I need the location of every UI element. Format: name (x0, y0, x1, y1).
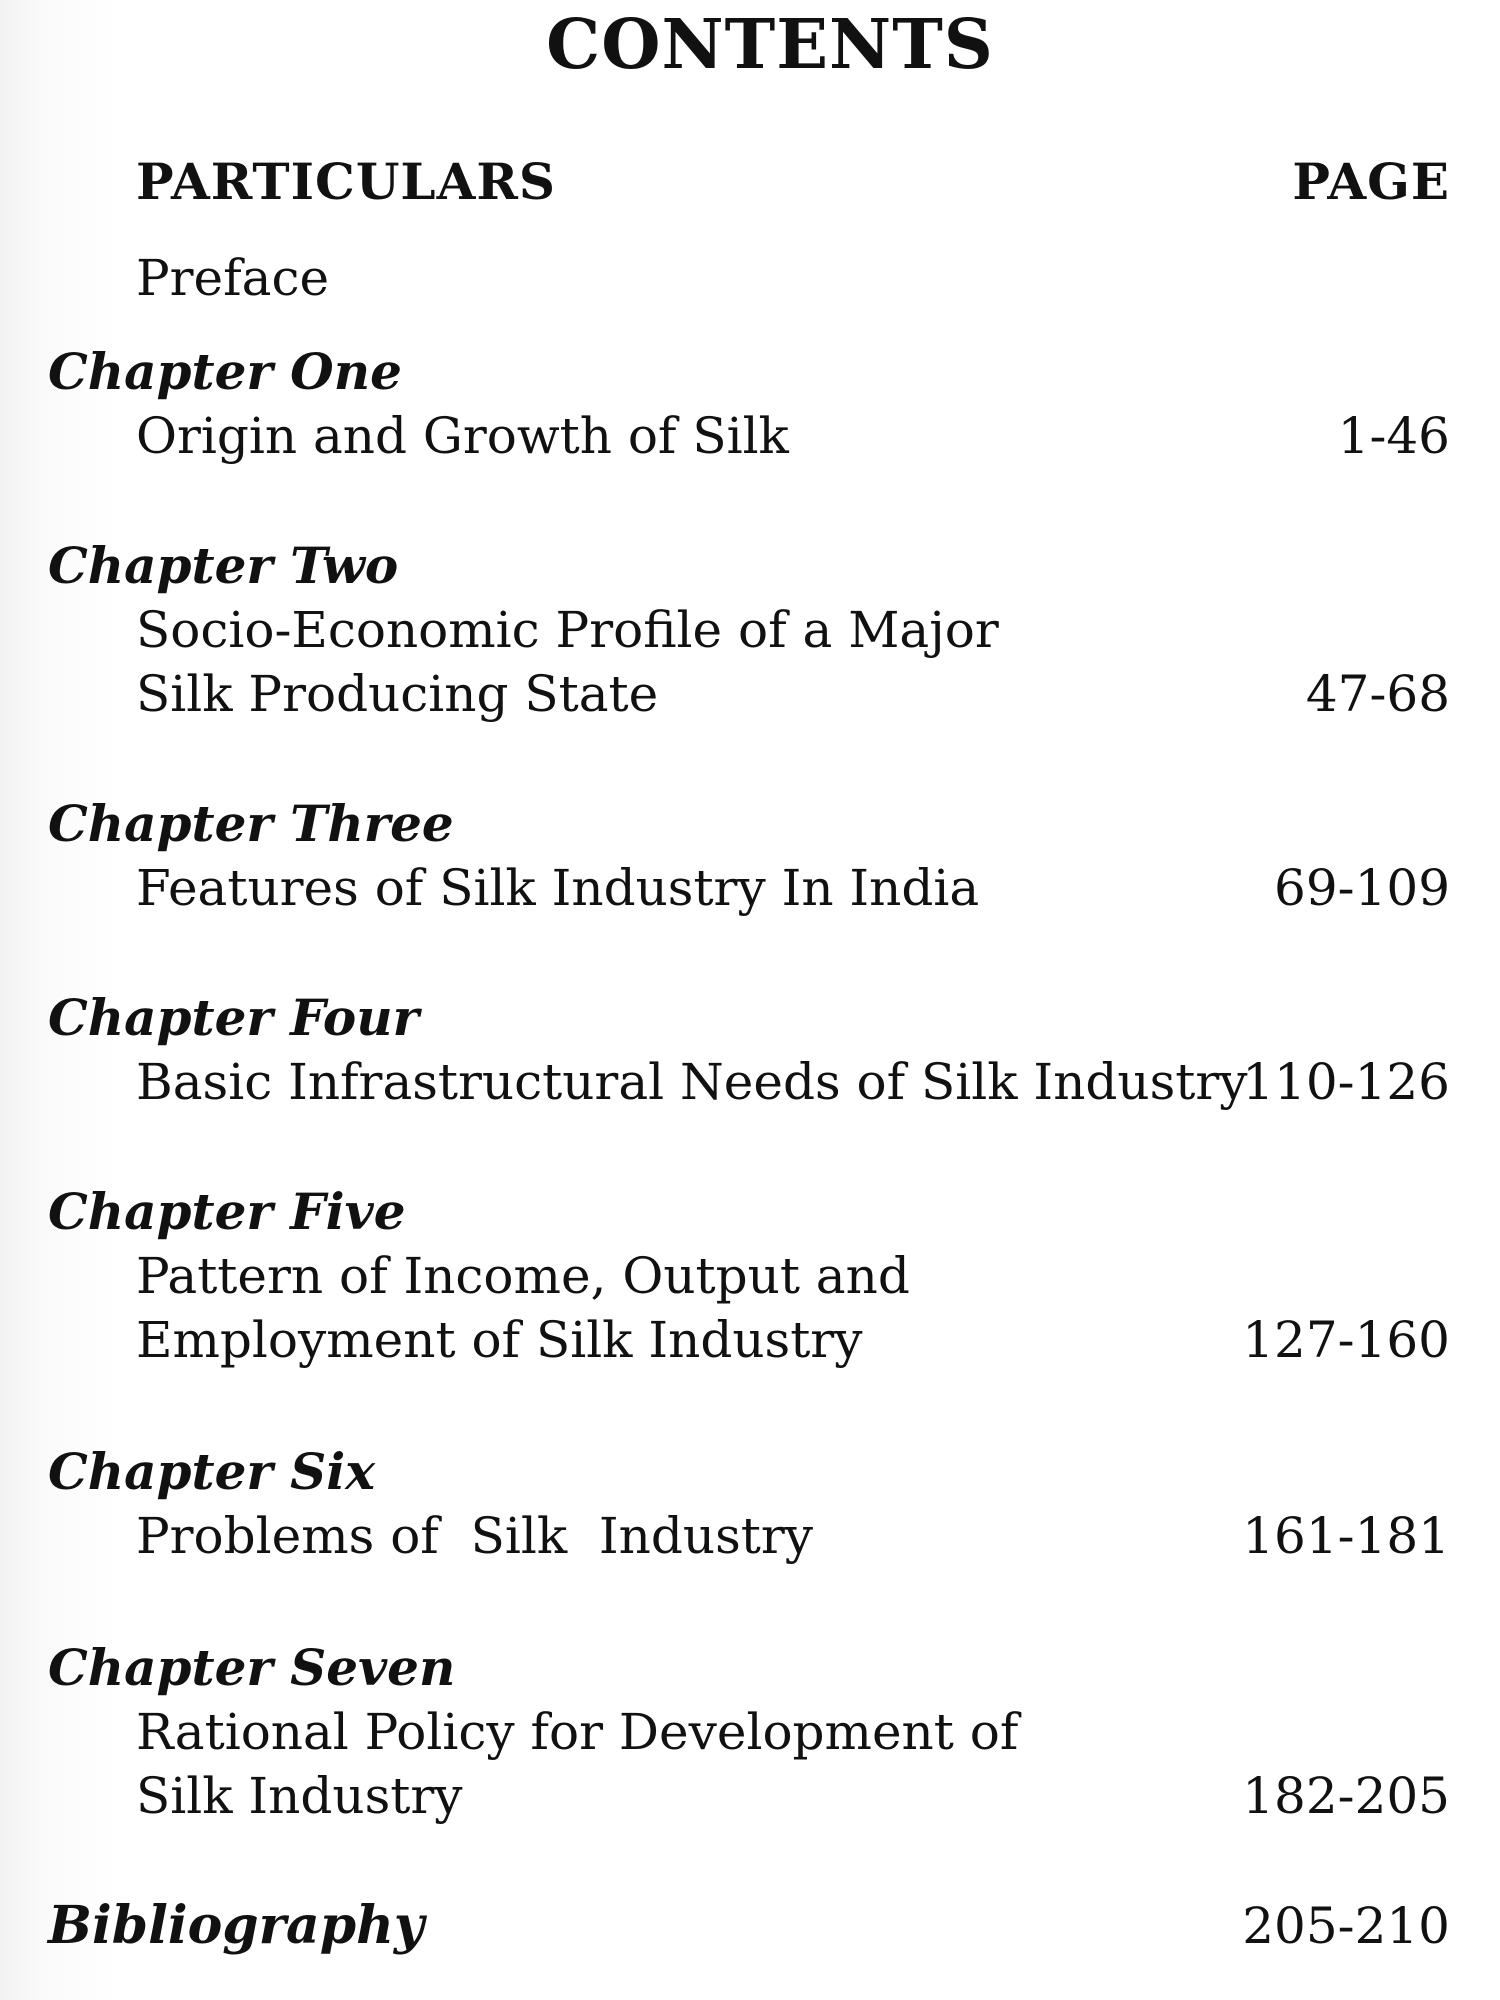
bibliography-page-range: 205-210 (1242, 1897, 1450, 1955)
chapter-title-line: Basic Infrastructural Needs of Silk Industry (136, 1053, 1248, 1111)
chapter-page-range: 182-205 (1242, 1767, 1450, 1825)
chapter-title (136, 404, 1196, 468)
chapter-label: Chapter Two (48, 536, 399, 595)
chapter-page-range: 47-68 (1305, 665, 1450, 723)
chapter-title-line: Employment of Silk Industry (136, 1311, 863, 1369)
chapter-title-line: Pattern of Income, Output and (136, 1247, 910, 1305)
chapter-title-line: Problems of Silk Industry (136, 1507, 813, 1565)
chapter-title (136, 598, 1196, 726)
chapter-title-line: Silk Producing State (136, 665, 659, 723)
chapter-title-line: Rational Policy for Development of (136, 1703, 1019, 1761)
chapter-label: Chapter Seven (48, 1638, 456, 1697)
chapter-page-range: 110-126 (1242, 1053, 1450, 1111)
chapter-title (136, 1700, 1196, 1828)
chapter-label: Chapter Four (48, 988, 419, 1047)
chapter-label: Chapter Six (48, 1442, 376, 1501)
chapter-page-range: 161-181 (1242, 1507, 1450, 1565)
chapter-title-line: Features of Silk Industry In India (136, 859, 980, 917)
chapter-label: Chapter One (48, 342, 402, 401)
chapter-title-line: Socio-Economic Profile of a Major (136, 601, 999, 659)
chapter-title (136, 1050, 1248, 1114)
contents-heading: CONTENTS (546, 5, 994, 85)
chapter-page-range: 1-46 (1337, 407, 1450, 465)
chapter-title-line: Silk Industry (136, 1767, 463, 1825)
chapter-title (136, 1244, 1196, 1372)
particulars-column-header: PARTICULARS (136, 152, 557, 211)
bibliography-label: Bibliography (48, 1895, 425, 1956)
chapter-label: Chapter Five (48, 1182, 406, 1241)
chapter-title (136, 1504, 1196, 1568)
chapter-label: Chapter Three (48, 794, 454, 853)
chapter-page-range: 127-160 (1242, 1311, 1450, 1369)
preface-entry: Preface (136, 249, 330, 307)
page-column-header: PAGE (1292, 152, 1450, 211)
chapter-page-range: 69-109 (1274, 859, 1450, 917)
chapter-title (136, 856, 1196, 920)
chapter-title-line: Origin and Growth of Silk (136, 407, 789, 465)
